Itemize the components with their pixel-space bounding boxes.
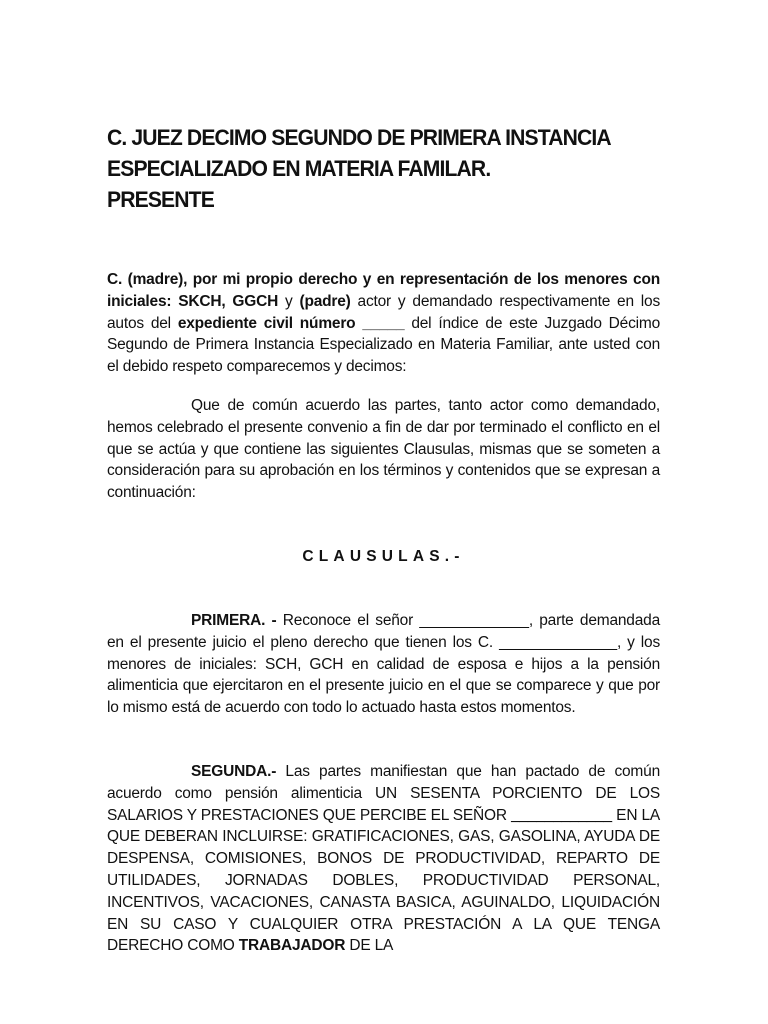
clause-segunda [107, 761, 660, 957]
clause-segunda-text-2: EN LA QUE DEBERAN INCLUIRSE: GRATIFICACIONES, GAS, GASOLINA, AYUDA DE DESPENSA, COMISIONES, BONOS DE PRODUCTIVIDAD, REPARTO DE UTILIDADES, JORNADAS DOBLES, PRODUCTIVIDAD PERSONAL, INCENTIVOS, VACACIONES, CANASTA BASICA, AGUINALDO, LIQUIDACIÓN EN SU CASO Y CUALQUIER OTRA PRESTACIÓN A LA QUE TENGA DERECHO COMO [107, 806, 661, 955]
clause-segunda-trabajador: TRABAJADOR [238, 937, 346, 955]
clausulas-title: CLAUSULAS.- [302, 547, 465, 565]
intro-expediente: expediente civil número _____ [177, 314, 405, 332]
clause-primera [107, 610, 660, 719]
heading-line-3: PRESENTE [107, 187, 214, 212]
agreement-text: Que de común acuerdo las partes, tanto actor como demandado, hemos celebrado el presente convenio a fin de dar por terminado el conflicto en el que se actúa y que contiene las siguientes Clausulas, mismas que se someten a consideración para su aprobación en los términos y contenidos que se expresan a continuación: [107, 396, 660, 502]
intro-y: y [278, 292, 300, 310]
clause-segunda-blank: ____________ [511, 806, 613, 824]
clause-segunda-label: SEGUNDA.- [191, 762, 277, 780]
intro-paragraph [107, 269, 660, 378]
intro-bold-start: C. (madre), por mi propio derecho y en representación de los menores con iniciales: SKCH, GGCH [107, 271, 660, 310]
agreement-paragraph [107, 395, 660, 504]
heading-line-2: ESPECIALIZADO EN MATERIA FAMILAR. [107, 156, 491, 181]
intro-padre: (padre) [299, 292, 351, 310]
clause-segunda-text-3: DE LA [345, 937, 394, 955]
intro-text-2: del índice de este Juzgado Décimo Segundo de Primera Instancia Especializado en Materia Familiar, ante usted con el debido respeto comparecemos y decimos: [107, 314, 661, 376]
clause-segunda-text-1: Las partes manifiestan que han pactado de común acuerdo como pensión alimenticia UN SESENTA PORCIENTO DE LOS SALARIOS Y PRESTACIONES QUE PERCIBE EL SEÑOR [107, 762, 660, 824]
clause-primera-text: Reconoce el señor _____________, parte demandada en el presente juicio el pleno derecho que tienen los C. ______________, y los menores de iniciales: SCH, GCH en calidad de esposa e hijos a la pensión alimenticia que ejercitaron en el presente juicio en el que se comparece y que por lo mismo está de acuerdo con todo lo actuado hasta estos momentos. [107, 611, 660, 717]
intro-text-1: actor y demandado respectivamente en los autos del [107, 292, 661, 332]
heading-line-1: C. JUEZ DECIMO SEGUNDO DE PRIMERA INSTANCIA [107, 125, 611, 150]
document-heading [107, 122, 638, 215]
clause-primera-label: PRIMERA. - [191, 611, 277, 629]
